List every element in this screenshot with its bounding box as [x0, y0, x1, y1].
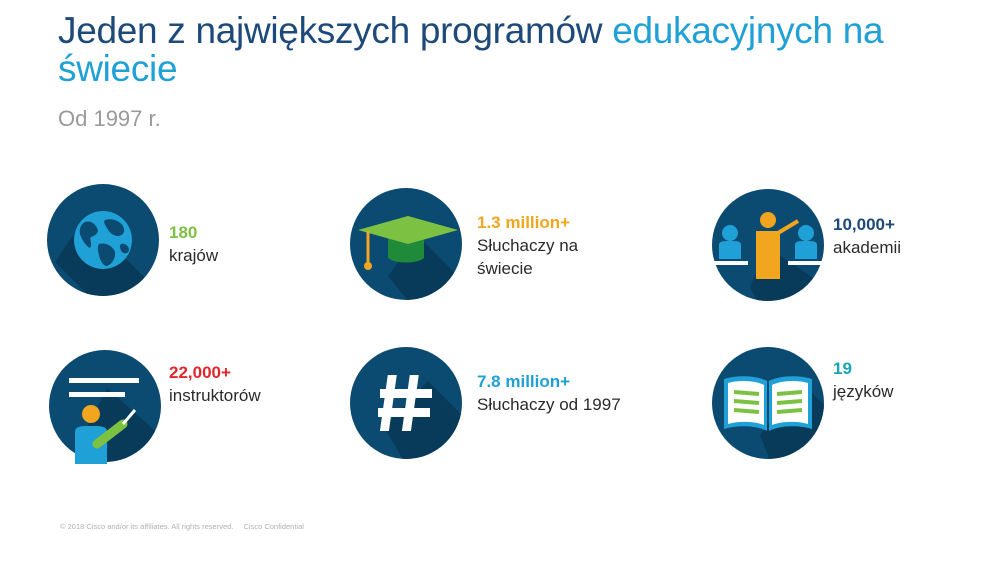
stat-students-worldwide: [477, 212, 617, 280]
stat-label: akademii: [833, 238, 902, 257]
stat-value: 180: [169, 223, 198, 242]
hashtag-icon: [348, 345, 464, 461]
globe-icon: [45, 182, 161, 298]
stat-label: instruktorów: [169, 386, 261, 405]
stat-instructors: [169, 362, 261, 407]
stat-value: 19: [833, 359, 852, 378]
stat-label: Słuchaczy od 1997: [477, 395, 621, 414]
stat-value: 1.3 million+: [477, 213, 571, 232]
title-part-1: Jeden z największych programów: [58, 10, 603, 51]
stat-label: krajów: [169, 246, 219, 265]
stat-value: 7.8 million+: [477, 372, 571, 391]
stat-languages: [833, 358, 893, 403]
open-book-icon: [710, 345, 826, 461]
footer: [60, 522, 312, 531]
instructor-icon: [47, 348, 163, 464]
title-part-2: edukacyjnych na świecie: [58, 10, 884, 89]
page-subtitle: Od 1997 r.: [58, 106, 161, 131]
footer-classification: Cisco Confidential: [243, 522, 304, 531]
classroom-icon: [710, 187, 826, 303]
stat-value: 10,000+: [833, 215, 895, 234]
stat-label: języków: [833, 382, 894, 401]
graduation-cap-icon: [348, 186, 464, 302]
stat-academies: [833, 214, 901, 259]
stat-countries: [169, 222, 218, 267]
stat-students-since-1997: [477, 371, 621, 416]
stat-label: Słuchaczy na świecie: [477, 236, 579, 278]
footer-copyright: © 2018 Cisco and/or its affiliates. All rights reserved.: [60, 522, 234, 531]
page-title: [58, 12, 978, 88]
stat-value: 22,000+: [169, 363, 231, 382]
